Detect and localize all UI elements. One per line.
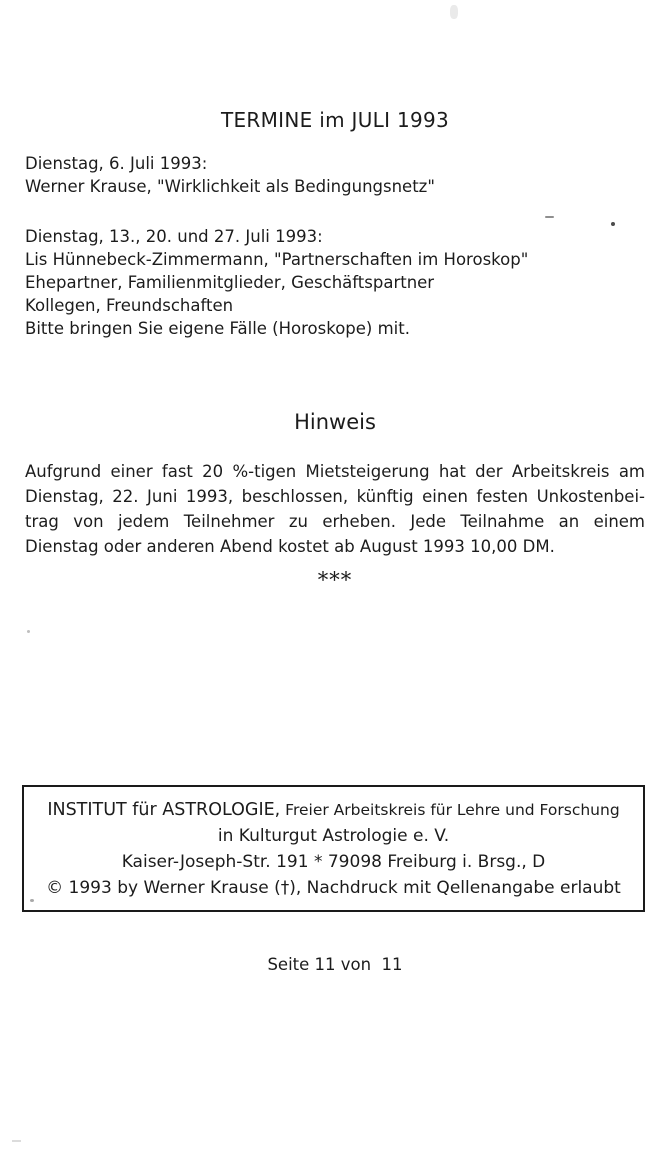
notice-line: Aufgrund einer fast 20 %-tigen Mietsteigerung hat der Arbeitskreis am — [25, 462, 645, 481]
scan-speck — [450, 5, 458, 19]
notice-line: Dienstag, 22. Juni 1993, beschlossen, künftig einen festen Unkostenbei- — [25, 487, 645, 506]
notice-heading: Hinweis — [294, 410, 376, 434]
copyright-line: © 1993 by Werner Krause (†), Nachdruck mit Qellenangabe erlaubt — [46, 878, 621, 898]
scan-speck — [12, 1140, 21, 1142]
event-block-july-6 — [25, 152, 650, 198]
institute-subtitle: Freier Arbeitskreis für Lehre und Forschung — [280, 801, 620, 819]
institute-info-box — [22, 785, 645, 912]
notice-paragraph — [25, 459, 645, 559]
institute-address-line: Kaiser-Joseph-Str. 191 * 79098 Freiburg i. Brsg., D — [121, 852, 546, 872]
institute-name-line — [24, 797, 643, 823]
notice-line: Dienstag oder anderen Abend kostet ab August 1993 10,00 DM. — [25, 537, 555, 556]
notice-line: trag von jedem Teilnehmer zu erheben. Jede Teilnahme an einem — [25, 512, 645, 531]
institute-org-line: in Kulturgut Astrologie e. V. — [217, 826, 450, 846]
scan-speck — [545, 216, 554, 218]
page-title: TERMINE im JULI 1993 — [220, 108, 450, 132]
event-block-july-13-20-27 — [25, 225, 650, 340]
event-speaker-line: Lis Hünnebeck-Zimmermann, "Partnerschaften im Horoskop" — [25, 250, 529, 269]
event-date-line: Dienstag, 13., 20. und 27. Juli 1993: — [25, 227, 323, 246]
page-number: Seite 11 von 11 — [267, 955, 403, 974]
asterisk-separator: *** — [317, 568, 353, 592]
institute-name: INSTITUT für ASTROLOGIE, — [47, 800, 281, 820]
event-date-line: Dienstag, 6. Juli 1993: — [25, 154, 208, 173]
event-detail-line: Ehepartner, Familienmitglieder, Geschäftspartner — [25, 273, 435, 292]
event-speaker-line: Werner Krause, "Wirklichkeit als Bedingungsnetz" — [25, 177, 435, 196]
scan-speck — [27, 630, 30, 633]
event-detail-line: Kollegen, Freundschaften — [25, 296, 234, 315]
event-note-line: Bitte bringen Sie eigene Fälle (Horoskope) mit. — [25, 319, 410, 338]
